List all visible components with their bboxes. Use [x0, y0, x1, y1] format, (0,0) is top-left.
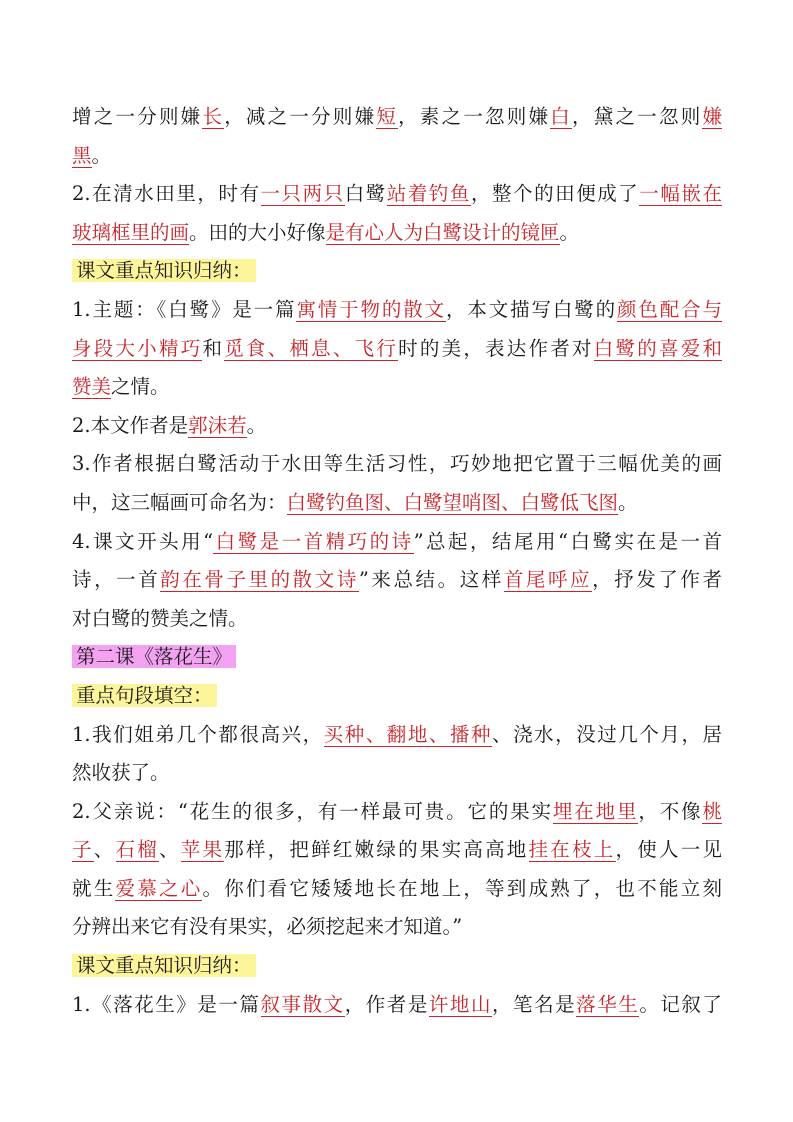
text-line: [72, 870, 722, 909]
answer-text: 是有心人为白鹭设计的镜匣: [325, 220, 560, 244]
text-line: [72, 986, 722, 1025]
body-text: 。记叙了: [639, 992, 722, 1016]
answer-text: 白: [550, 105, 573, 128]
text-line: [72, 831, 722, 870]
answer-text: 觅食、栖息、飞行: [224, 336, 399, 360]
body-text: ，作者是: [344, 992, 429, 1016]
body-text: ，本文描写白鹭的: [446, 297, 617, 321]
body-text: 1.我们姐弟几个都很高兴，: [72, 722, 324, 746]
answer-text: 落华生: [576, 992, 640, 1016]
body-text: 和: [202, 336, 225, 360]
answer-text: 玻璃框里的画: [72, 220, 190, 244]
text-line: [72, 793, 722, 832]
body-text: 。你们看它矮矮地长在地上，等到成熟了，也不能立刻: [202, 876, 722, 900]
answer-text: 爱慕之心: [115, 876, 203, 900]
text-line: [72, 523, 722, 562]
body-text: 。: [91, 143, 112, 167]
text-line: [72, 330, 722, 369]
highlight: [72, 684, 217, 707]
body-text: 诗，一首: [72, 568, 161, 592]
text-line: [72, 291, 722, 330]
body-text: 2.父亲说：“花生的很多，有一样最可贵。它的果实: [72, 799, 553, 823]
section-heading: [72, 947, 722, 986]
answer-text: 赞美: [72, 375, 112, 399]
body-text: 。: [618, 490, 638, 514]
answer-text: 一只两只: [260, 182, 345, 206]
document-page: [72, 98, 722, 1024]
body-text: ，不像: [638, 799, 703, 823]
body-text: 然收获了。: [72, 761, 170, 785]
body-text: ”来总结。这样: [358, 568, 504, 592]
text-line: [72, 716, 722, 755]
body-text: ，整个的田便成了: [470, 182, 640, 206]
text-line: [72, 98, 722, 137]
highlight: [72, 954, 256, 977]
body-text: 3.作者根据白鹭活动于水田等生活习性，巧妙地把它置于三幅优美的画: [72, 452, 722, 476]
answer-text: 站着钓鱼: [386, 182, 471, 206]
answer-text: 颜色配合与: [617, 297, 722, 321]
text-line: [72, 908, 722, 947]
body-text: ，使人一见: [615, 838, 722, 862]
body-text: 白鹭: [344, 182, 387, 206]
text-line: [72, 175, 722, 214]
body-text: 课文重点知识归纳：: [76, 954, 252, 978]
body-text: 2.在清水田里，时有: [72, 182, 261, 206]
answer-text: 桃: [702, 799, 722, 823]
answer-text: 买种、翻地、播种: [323, 722, 493, 746]
body-text: 那样，把鲜红嫩绿的果实高高地: [224, 838, 529, 862]
body-text: 中，这三幅画可命名为：: [72, 490, 287, 514]
body-text: 。田的大小好像: [189, 220, 326, 244]
text-line: [72, 445, 722, 484]
answer-text: 韵在骨子里的散文诗: [160, 568, 359, 592]
answer-text: 白鹭的喜爱和: [593, 336, 722, 360]
section-heading: [72, 638, 722, 677]
body-text: 增之一分则嫌: [72, 105, 203, 128]
body-text: 第二课《落花生》: [76, 645, 233, 669]
answer-text: 寓情于物的散文: [296, 297, 447, 321]
body-text: 4.课文开头用“: [72, 529, 214, 553]
body-text: 之情。: [111, 375, 170, 399]
body-text: ，黛之一忽则: [572, 105, 703, 128]
body-text: 。: [559, 220, 580, 244]
highlight: [72, 259, 256, 282]
text-line: [72, 407, 722, 446]
text-line: [72, 600, 722, 639]
text-line: [72, 137, 722, 176]
body-text: ，素之一忽则嫌: [398, 105, 551, 128]
body-text: ，抒发了作者: [592, 568, 722, 592]
body-text: 重点句段填空：: [76, 683, 213, 707]
text-line: [72, 214, 722, 253]
answer-text: 叙事散文: [260, 992, 345, 1016]
body-text: ，减之一分则嫌: [224, 105, 377, 128]
answer-text: 黑: [72, 143, 92, 167]
body-text: 时的美，表达作者对: [398, 336, 594, 360]
body-text: 1.《落花生》是一篇: [72, 992, 261, 1016]
body-text: 、浇水，没过几个月，居: [492, 722, 722, 746]
body-text: ，笔名是: [492, 992, 577, 1016]
body-text: 分辨出来它有没有果实，必须挖起来才知道。”: [72, 915, 463, 939]
answer-text: 短: [376, 105, 399, 128]
section-heading: [72, 677, 722, 716]
answer-text: 一幅嵌在: [639, 182, 722, 206]
text-line: [72, 368, 722, 407]
answer-text: 郭沫若: [188, 413, 247, 437]
body-text: 、: [158, 838, 181, 862]
answer-text: 挂在枝上: [528, 838, 616, 862]
highlight: [72, 645, 236, 668]
body-text: 1.主题：《白鹭》是一篇: [72, 297, 297, 321]
body-text: 、: [93, 838, 116, 862]
text-line: [72, 561, 722, 600]
body-text: 对白鹭的赞美之情。: [72, 606, 248, 630]
body-text: 。: [246, 413, 267, 437]
section-heading: [72, 252, 722, 291]
text-line: [72, 484, 722, 523]
answer-text: 首尾呼应: [503, 568, 593, 592]
answer-text: 石榴: [115, 838, 159, 862]
text-line: [72, 754, 722, 793]
answer-text: 白鹭是一首精巧的诗: [213, 529, 414, 553]
answer-text: 埋在地里: [552, 799, 639, 823]
answer-text: 身段大小精巧: [72, 336, 203, 360]
body-text: 课文重点知识归纳：: [76, 259, 252, 283]
answer-text: 子: [72, 838, 94, 862]
answer-text: 苹果: [180, 838, 225, 862]
answer-text: 许地山: [428, 992, 493, 1016]
answer-text: 嫌: [702, 105, 722, 128]
body-text: 2.本文作者是: [72, 413, 189, 437]
answer-text: 长: [202, 105, 225, 128]
answer-text: 白鹭钓鱼图、白鹭望哨图、白鹭低飞图: [286, 490, 619, 514]
body-text: ”总起，结尾用“白鹭实在是一首: [413, 529, 722, 553]
body-text: 就生: [72, 876, 116, 900]
